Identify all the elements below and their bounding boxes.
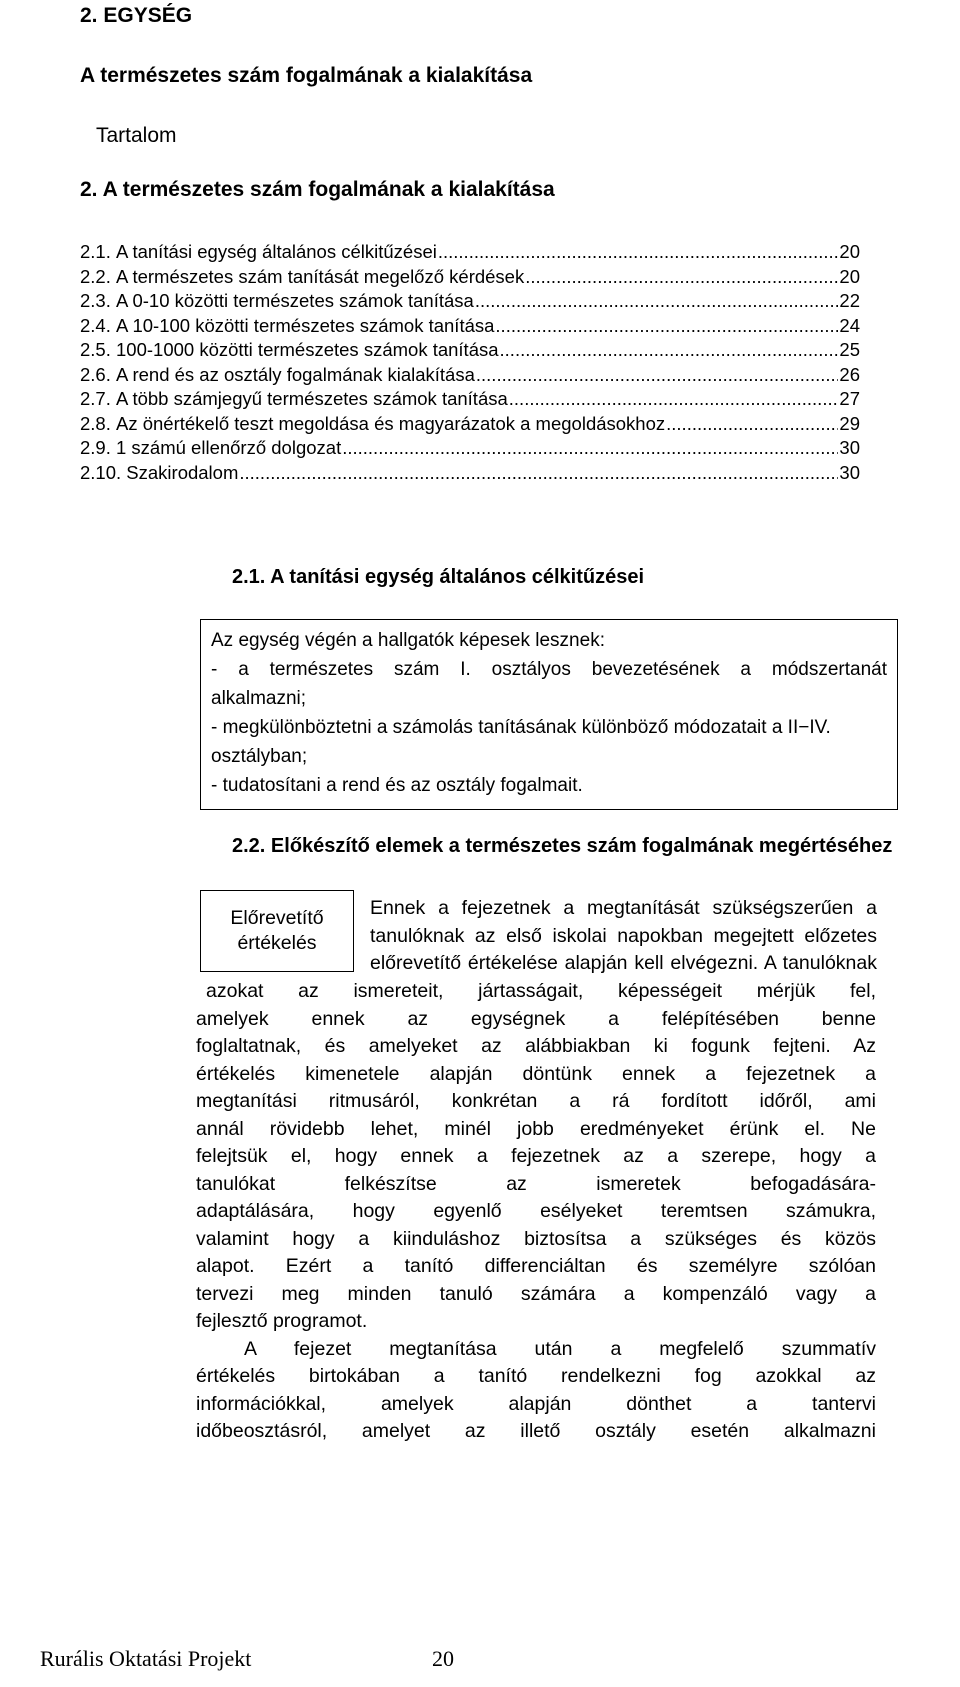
toc-number: 2.4.: [80, 314, 111, 336]
toc-entry[interactable]: [80, 363, 860, 388]
toc-page: 25: [839, 339, 860, 360]
toc-number: 2.2.: [80, 265, 111, 287]
table-of-contents: [80, 240, 860, 485]
toc-number: 2.10.: [80, 461, 122, 483]
paragraph-line: előrevetítő értékelése alapján kell elvégezni. A tanulóknak: [370, 952, 877, 974]
toc-title: 1 számú ellenőrző dolgozat: [116, 437, 342, 458]
section-heading-objectives: 2.1. A tanítási egység általános célkitűzései: [232, 566, 645, 588]
paragraph-line: információkkal, amelyek alapján dönthet a tantervi: [196, 1392, 876, 1415]
toc-number: 2.1.: [80, 241, 111, 262]
objectives-line: Az egység végén a hallgatók képesek lesznek:: [211, 630, 605, 651]
toc-leader: [438, 240, 839, 265]
toc-heading: 2. A természetes szám fogalmának a kialakítása: [80, 178, 555, 201]
toc-entry[interactable]: [80, 338, 860, 363]
paragraph-line: időbeosztásról, amelyet az illető osztály esetén alkalmazni: [196, 1420, 876, 1442]
toc-page: 30: [839, 461, 860, 483]
toc-leader: [495, 314, 838, 339]
toc-entry[interactable]: [80, 240, 860, 265]
side-label-box: [200, 890, 354, 972]
objectives-box: [200, 619, 898, 810]
toc-title: A természetes szám tanítását megelőző kérdések: [116, 265, 525, 287]
paragraph-line: értékelés kimenetele alapján döntünk ennek a fejezetnek a: [196, 1062, 876, 1085]
paragraph-line: tanulókat felkészítse az ismeretek befogadására-: [196, 1172, 876, 1195]
toc-page: 29: [839, 412, 860, 434]
toc-leader: [500, 338, 839, 363]
toc-entry[interactable]: [80, 387, 860, 412]
toc-page: 26: [839, 363, 860, 385]
toc-number: 2.3.: [80, 290, 111, 311]
toc-leader: [342, 436, 838, 461]
paragraph-line: Ennek a fejezetnek a megtanítását szükségszerűen a: [370, 897, 877, 919]
toc-title: A 0-10 közötti természetes számok tanítása: [116, 290, 474, 311]
unit-title: A természetes szám fogalmának a kialakítása: [80, 64, 533, 87]
toc-entry[interactable]: [80, 461, 860, 486]
toc-title: A több számjegyű természetes számok tanítása: [116, 388, 508, 409]
intro-paragraph: [370, 895, 877, 978]
objectives-line: - a természetes szám I. osztályos bevezetésének a módszertanát: [211, 659, 887, 680]
paragraph-line: értékelés birtokában a tanító rendelkezni fog azokkal az: [196, 1365, 876, 1387]
objectives-line: osztályban;: [211, 746, 308, 767]
toc-page: 30: [839, 437, 860, 458]
paragraph-line: A fejezet megtanítása után a megfelelő szummatív: [244, 1337, 876, 1360]
toc-title: 100-1000 közötti természetes számok tanítása: [116, 339, 499, 360]
paragraph-line: tanulóknak az első iskolai napokban megejtett előzetes: [370, 924, 877, 947]
toc-entry[interactable]: [80, 412, 860, 437]
main-paragraph: [196, 978, 876, 1446]
toc-title: A tanítási egység általános célkitűzései: [116, 241, 437, 262]
toc-number: 2.5.: [80, 339, 111, 360]
toc-page: 20: [839, 241, 860, 262]
toc-page: 27: [839, 388, 860, 409]
paragraph-line: azokat az ismereteit, jártasságait, képességeit mérjük fel,: [206, 980, 876, 1002]
toc-leader: [509, 387, 839, 412]
unit-heading: 2. EGYSÉG: [80, 4, 193, 27]
toc-entry[interactable]: [80, 314, 860, 339]
toc-title: Szakirodalom: [126, 461, 239, 483]
toc-page: 20: [839, 265, 860, 287]
footer-project: Rurális Oktatási Projekt: [40, 1646, 252, 1671]
paragraph-line: valamint hogy a kiinduláshoz biztosítsa a szükséges és közös: [196, 1227, 876, 1250]
toc-leader: [239, 461, 838, 486]
toc-title: A rend és az osztály fogalmának kialakítása: [116, 363, 475, 385]
toc-page: 22: [839, 290, 860, 311]
paragraph-line: annál rövidebb lehet, minél jobb eredményeket érünk el. Ne: [196, 1117, 876, 1140]
objectives-line: alkalmazni;: [211, 688, 307, 709]
toc-page: 24: [839, 314, 860, 336]
paragraph-line: alapot. Ezért a tanító differenciáltan és személyre szólóan: [196, 1255, 876, 1277]
paragraph-line: fejlesztő programot.: [196, 1310, 368, 1332]
toc-leader: [475, 289, 839, 314]
paragraph-line: megtanítási ritmusáról, konkrétan a rá fordított időről, ami: [196, 1090, 876, 1112]
toc-title: A 10-100 közötti természetes számok tanítása: [116, 314, 495, 336]
objectives-line: - tudatosítani a rend és az osztály fogalmait.: [211, 775, 583, 796]
paragraph-line: adaptálására, hogy egyenlő esélyeket teremtsen számukra,: [196, 1200, 876, 1222]
toc-entry[interactable]: [80, 265, 860, 290]
toc-leader: [476, 363, 839, 388]
toc-leader: [525, 265, 838, 290]
paragraph-line: foglaltatnak, és amelyeket az alábbiakban ki fogunk fejteni. Az: [196, 1035, 876, 1057]
objectives-line: - megkülönböztetni a számolás tanításának különböző módozatait a II−IV.: [211, 717, 831, 738]
paragraph-line: amelyek ennek az egységnek a felépítésében benne: [196, 1007, 876, 1030]
toc-number: 2.9.: [80, 437, 111, 458]
paragraph-line: tervezi meg minden tanuló számára a kompenzáló vagy a: [196, 1282, 876, 1305]
section-heading-preparation: 2.2. Előkészítő elemek a természetes szám fogalmának megértéséhez: [232, 835, 893, 857]
side-label-line: Előrevetítő: [230, 907, 324, 929]
footer-page-number: 20: [432, 1646, 454, 1671]
toc-number: 2.7.: [80, 388, 111, 409]
contents-label: Tartalom: [96, 124, 177, 147]
paragraph-line: felejtsük el, hogy ennek a fejezetnek az a szerepe, hogy a: [196, 1145, 876, 1167]
toc-number: 2.6.: [80, 363, 111, 385]
toc-number: 2.8.: [80, 412, 111, 434]
toc-entry[interactable]: [80, 436, 860, 461]
toc-leader: [666, 412, 838, 437]
toc-title: Az önértékelő teszt megoldása és magyarázatok a megoldásokhoz: [116, 412, 666, 434]
side-label-line: értékelés: [237, 932, 317, 954]
toc-entry[interactable]: [80, 289, 860, 314]
